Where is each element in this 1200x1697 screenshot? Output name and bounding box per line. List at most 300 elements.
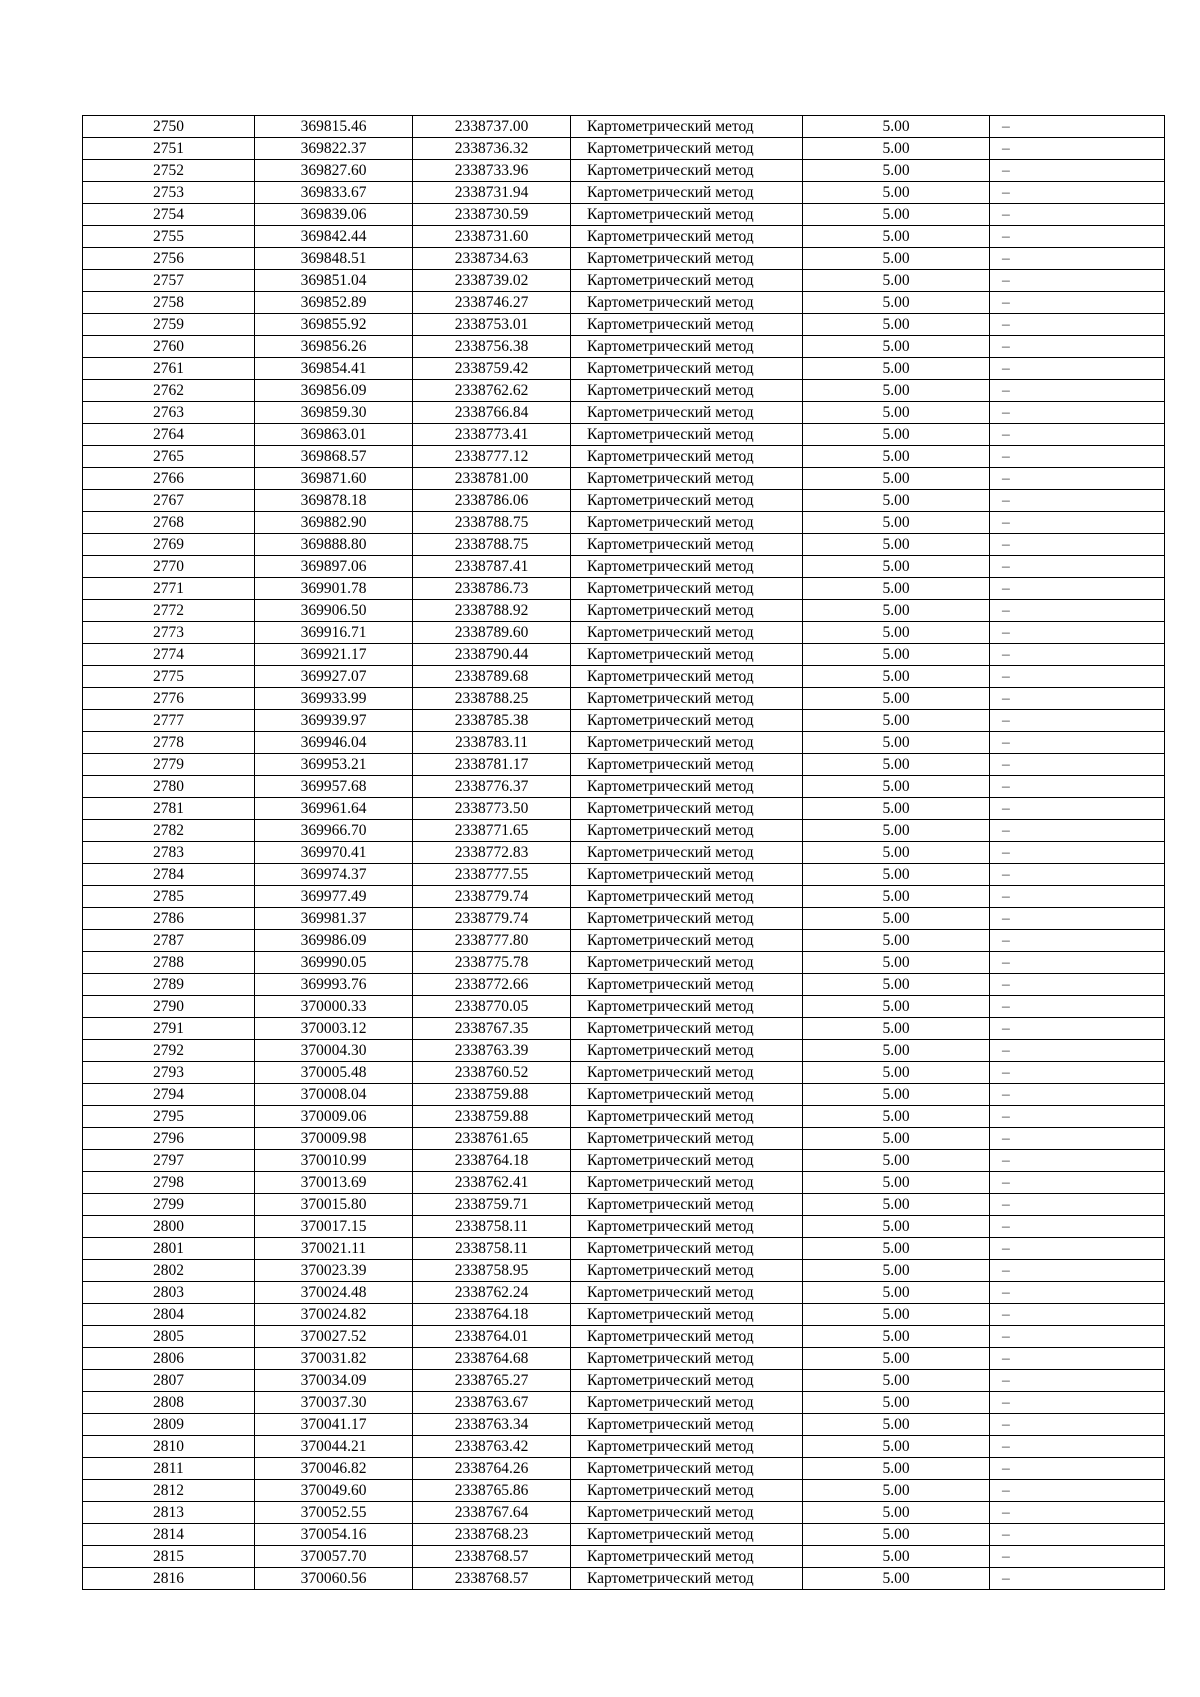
x-coordinate-cell: 370015.80 [255,1194,413,1216]
y-coordinate-cell: 2338783.11 [413,732,571,754]
table-row [83,1150,1165,1172]
point-number-cell: 2758 [83,292,255,314]
table-row [83,182,1165,204]
table-row [83,314,1165,336]
accuracy-cell: 5.00 [803,556,990,578]
table-row [83,666,1165,688]
y-coordinate-cell: 2338731.94 [413,182,571,204]
method-cell: Картометрический метод [571,1392,803,1414]
y-coordinate-cell: 2338763.67 [413,1392,571,1414]
point-number-cell: 2814 [83,1524,255,1546]
note-cell: – [990,248,1165,270]
point-number-cell: 2793 [83,1062,255,1084]
method-cell: Картометрический метод [571,666,803,688]
method-cell: Картометрический метод [571,710,803,732]
x-coordinate-cell: 369939.97 [255,710,413,732]
y-coordinate-cell: 2338763.34 [413,1414,571,1436]
accuracy-cell: 5.00 [803,710,990,732]
method-cell: Картометрический метод [571,1150,803,1172]
point-number-cell: 2805 [83,1326,255,1348]
accuracy-cell: 5.00 [803,424,990,446]
point-number-cell: 2806 [83,1348,255,1370]
note-cell: – [990,116,1165,138]
y-coordinate-cell: 2338773.41 [413,424,571,446]
y-coordinate-cell: 2338765.86 [413,1480,571,1502]
x-coordinate-cell: 370041.17 [255,1414,413,1436]
note-cell: – [990,644,1165,666]
x-coordinate-cell: 369868.57 [255,446,413,468]
y-coordinate-cell: 2338758.11 [413,1238,571,1260]
y-coordinate-cell: 2338763.39 [413,1040,571,1062]
point-number-cell: 2766 [83,468,255,490]
x-coordinate-cell: 370021.11 [255,1238,413,1260]
accuracy-cell: 5.00 [803,1502,990,1524]
table-row [83,446,1165,468]
point-number-cell: 2788 [83,952,255,974]
note-cell: – [990,754,1165,776]
x-coordinate-cell: 369827.60 [255,160,413,182]
x-coordinate-cell: 369966.70 [255,820,413,842]
point-number-cell: 2751 [83,138,255,160]
accuracy-cell: 5.00 [803,754,990,776]
point-number-cell: 2779 [83,754,255,776]
x-coordinate-cell: 369854.41 [255,358,413,380]
x-coordinate-cell: 369906.50 [255,600,413,622]
method-cell: Картометрический метод [571,908,803,930]
table-row [83,1546,1165,1568]
x-coordinate-cell: 369981.37 [255,908,413,930]
accuracy-cell: 5.00 [803,1216,990,1238]
method-cell: Картометрический метод [571,952,803,974]
method-cell: Картометрический метод [571,1414,803,1436]
table-row [83,864,1165,886]
note-cell: – [990,380,1165,402]
y-coordinate-cell: 2338768.57 [413,1546,571,1568]
accuracy-cell: 5.00 [803,1194,990,1216]
y-coordinate-cell: 2338770.05 [413,996,571,1018]
table-row [83,490,1165,512]
table-row [83,1018,1165,1040]
note-cell: – [990,358,1165,380]
note-cell: – [990,182,1165,204]
accuracy-cell: 5.00 [803,578,990,600]
note-cell: – [990,1568,1165,1590]
method-cell: Картометрический метод [571,996,803,1018]
note-cell: – [990,930,1165,952]
y-coordinate-cell: 2338768.57 [413,1568,571,1590]
x-coordinate-cell: 369815.46 [255,116,413,138]
x-coordinate-cell: 370024.48 [255,1282,413,1304]
accuracy-cell: 5.00 [803,336,990,358]
point-number-cell: 2809 [83,1414,255,1436]
point-number-cell: 2767 [83,490,255,512]
method-cell: Картометрический метод [571,160,803,182]
y-coordinate-cell: 2338788.75 [413,512,571,534]
table-row [83,534,1165,556]
table-row [83,776,1165,798]
table-row [83,1084,1165,1106]
accuracy-cell: 5.00 [803,1128,990,1150]
accuracy-cell: 5.00 [803,490,990,512]
table-row [83,622,1165,644]
y-coordinate-cell: 2338759.88 [413,1106,571,1128]
point-number-cell: 2804 [83,1304,255,1326]
accuracy-cell: 5.00 [803,952,990,974]
method-cell: Картометрический метод [571,402,803,424]
point-number-cell: 2795 [83,1106,255,1128]
method-cell: Картометрический метод [571,1326,803,1348]
accuracy-cell: 5.00 [803,446,990,468]
method-cell: Картометрический метод [571,886,803,908]
table-row [83,578,1165,600]
y-coordinate-cell: 2338788.25 [413,688,571,710]
point-number-cell: 2784 [83,864,255,886]
method-cell: Картометрический метод [571,930,803,952]
accuracy-cell: 5.00 [803,1524,990,1546]
method-cell: Картометрический метод [571,116,803,138]
x-coordinate-cell: 369974.37 [255,864,413,886]
method-cell: Картометрический метод [571,1502,803,1524]
note-cell: – [990,1304,1165,1326]
table-row [83,1480,1165,1502]
point-number-cell: 2773 [83,622,255,644]
point-number-cell: 2775 [83,666,255,688]
method-cell: Картометрический метод [571,644,803,666]
method-cell: Картометрический метод [571,974,803,996]
method-cell: Картометрический метод [571,600,803,622]
method-cell: Картометрический метод [571,1216,803,1238]
accuracy-cell: 5.00 [803,864,990,886]
note-cell: – [990,1414,1165,1436]
y-coordinate-cell: 2338761.65 [413,1128,571,1150]
y-coordinate-cell: 2338779.74 [413,886,571,908]
point-number-cell: 2753 [83,182,255,204]
note-cell: – [990,1348,1165,1370]
y-coordinate-cell: 2338786.06 [413,490,571,512]
accuracy-cell: 5.00 [803,160,990,182]
accuracy-cell: 5.00 [803,292,990,314]
x-coordinate-cell: 370034.09 [255,1370,413,1392]
point-number-cell: 2786 [83,908,255,930]
x-coordinate-cell: 369888.80 [255,534,413,556]
x-coordinate-cell: 370017.15 [255,1216,413,1238]
method-cell: Картометрический метод [571,226,803,248]
x-coordinate-cell: 369916.71 [255,622,413,644]
y-coordinate-cell: 2338763.42 [413,1436,571,1458]
note-cell: – [990,490,1165,512]
y-coordinate-cell: 2338758.11 [413,1216,571,1238]
note-cell: – [990,1106,1165,1128]
y-coordinate-cell: 2338771.65 [413,820,571,842]
method-cell: Картометрический метод [571,688,803,710]
y-coordinate-cell: 2338737.00 [413,116,571,138]
x-coordinate-cell: 369871.60 [255,468,413,490]
accuracy-cell: 5.00 [803,1282,990,1304]
point-number-cell: 2776 [83,688,255,710]
method-cell: Картометрический метод [571,556,803,578]
note-cell: – [990,688,1165,710]
y-coordinate-cell: 2338788.92 [413,600,571,622]
note-cell: – [990,908,1165,930]
table-row [83,1502,1165,1524]
table-row [83,952,1165,974]
y-coordinate-cell: 2338768.23 [413,1524,571,1546]
point-number-cell: 2794 [83,1084,255,1106]
table-row [83,1062,1165,1084]
accuracy-cell: 5.00 [803,688,990,710]
accuracy-cell: 5.00 [803,182,990,204]
method-cell: Картометрический метод [571,820,803,842]
note-cell: – [990,1480,1165,1502]
method-cell: Картометрический метод [571,1018,803,1040]
y-coordinate-cell: 2338753.01 [413,314,571,336]
table-row [83,336,1165,358]
accuracy-cell: 5.00 [803,820,990,842]
note-cell: – [990,996,1165,1018]
table-row [83,688,1165,710]
accuracy-cell: 5.00 [803,402,990,424]
accuracy-cell: 5.00 [803,886,990,908]
point-number-cell: 2801 [83,1238,255,1260]
method-cell: Картометрический метод [571,1062,803,1084]
y-coordinate-cell: 2338764.26 [413,1458,571,1480]
note-cell: – [990,820,1165,842]
point-number-cell: 2792 [83,1040,255,1062]
point-number-cell: 2789 [83,974,255,996]
y-coordinate-cell: 2338790.44 [413,644,571,666]
point-number-cell: 2778 [83,732,255,754]
table-row [83,1282,1165,1304]
y-coordinate-cell: 2338730.59 [413,204,571,226]
accuracy-cell: 5.00 [803,314,990,336]
note-cell: – [990,1546,1165,1568]
table-row [83,1304,1165,1326]
x-coordinate-cell: 369855.92 [255,314,413,336]
point-number-cell: 2757 [83,270,255,292]
point-number-cell: 2770 [83,556,255,578]
accuracy-cell: 5.00 [803,776,990,798]
point-number-cell: 2791 [83,1018,255,1040]
point-number-cell: 2796 [83,1128,255,1150]
table-row [83,1260,1165,1282]
method-cell: Картометрический метод [571,1458,803,1480]
table-row [83,600,1165,622]
accuracy-cell: 5.00 [803,622,990,644]
y-coordinate-cell: 2338766.84 [413,402,571,424]
table-row [83,1458,1165,1480]
accuracy-cell: 5.00 [803,996,990,1018]
method-cell: Картометрический метод [571,1436,803,1458]
point-number-cell: 2765 [83,446,255,468]
x-coordinate-cell: 370003.12 [255,1018,413,1040]
note-cell: – [990,974,1165,996]
table-row [83,270,1165,292]
y-coordinate-cell: 2338746.27 [413,292,571,314]
point-number-cell: 2760 [83,336,255,358]
x-coordinate-cell: 369901.78 [255,578,413,600]
x-coordinate-cell: 369856.26 [255,336,413,358]
accuracy-cell: 5.00 [803,1370,990,1392]
accuracy-cell: 5.00 [803,1084,990,1106]
x-coordinate-cell: 370044.21 [255,1436,413,1458]
note-cell: – [990,446,1165,468]
note-cell: – [990,1172,1165,1194]
accuracy-cell: 5.00 [803,1260,990,1282]
note-cell: – [990,336,1165,358]
note-cell: – [990,710,1165,732]
x-coordinate-cell: 369882.90 [255,512,413,534]
method-cell: Картометрический метод [571,1194,803,1216]
note-cell: – [990,1128,1165,1150]
point-number-cell: 2769 [83,534,255,556]
method-cell: Картометрический метод [571,1084,803,1106]
accuracy-cell: 5.00 [803,1480,990,1502]
method-cell: Картометрический метод [571,578,803,600]
accuracy-cell: 5.00 [803,1150,990,1172]
point-number-cell: 2754 [83,204,255,226]
point-number-cell: 2797 [83,1150,255,1172]
point-number-cell: 2762 [83,380,255,402]
document-page [82,115,1164,1590]
note-cell: – [990,600,1165,622]
table-row [83,204,1165,226]
y-coordinate-cell: 2338759.88 [413,1084,571,1106]
table-row [83,1568,1165,1590]
point-number-cell: 2807 [83,1370,255,1392]
x-coordinate-cell: 369851.04 [255,270,413,292]
y-coordinate-cell: 2338733.96 [413,160,571,182]
note-cell: – [990,1084,1165,1106]
table-row [83,710,1165,732]
point-number-cell: 2816 [83,1568,255,1590]
x-coordinate-cell: 370010.99 [255,1150,413,1172]
point-number-cell: 2780 [83,776,255,798]
x-coordinate-cell: 370000.33 [255,996,413,1018]
table-row [83,886,1165,908]
table-row [83,820,1165,842]
x-coordinate-cell: 370013.69 [255,1172,413,1194]
table-row [83,732,1165,754]
x-coordinate-cell: 370037.30 [255,1392,413,1414]
accuracy-cell: 5.00 [803,1238,990,1260]
x-coordinate-cell: 370046.82 [255,1458,413,1480]
y-coordinate-cell: 2338765.27 [413,1370,571,1392]
y-coordinate-cell: 2338762.24 [413,1282,571,1304]
x-coordinate-cell: 369961.64 [255,798,413,820]
x-coordinate-cell: 370049.60 [255,1480,413,1502]
table-row [83,1524,1165,1546]
table-row [83,1172,1165,1194]
point-number-cell: 2755 [83,226,255,248]
accuracy-cell: 5.00 [803,512,990,534]
method-cell: Картометрический метод [571,424,803,446]
point-number-cell: 2774 [83,644,255,666]
accuracy-cell: 5.00 [803,1106,990,1128]
note-cell: – [990,1326,1165,1348]
method-cell: Картометрический метод [571,358,803,380]
point-number-cell: 2782 [83,820,255,842]
y-coordinate-cell: 2338772.66 [413,974,571,996]
x-coordinate-cell: 369897.06 [255,556,413,578]
method-cell: Картометрический метод [571,336,803,358]
table-row [83,1326,1165,1348]
note-cell: – [990,1062,1165,1084]
table-row [83,226,1165,248]
point-number-cell: 2761 [83,358,255,380]
table-row [83,1238,1165,1260]
accuracy-cell: 5.00 [803,842,990,864]
x-coordinate-cell: 369986.09 [255,930,413,952]
point-number-cell: 2781 [83,798,255,820]
x-coordinate-cell: 369839.06 [255,204,413,226]
accuracy-cell: 5.00 [803,138,990,160]
table-row [83,908,1165,930]
accuracy-cell: 5.00 [803,908,990,930]
coordinates-table [82,115,1165,1590]
method-cell: Картометрический метод [571,1238,803,1260]
table-row [83,468,1165,490]
method-cell: Картометрический метод [571,248,803,270]
x-coordinate-cell: 370027.52 [255,1326,413,1348]
y-coordinate-cell: 2338789.60 [413,622,571,644]
point-number-cell: 2808 [83,1392,255,1414]
note-cell: – [990,1458,1165,1480]
accuracy-cell: 5.00 [803,1304,990,1326]
method-cell: Картометрический метод [571,182,803,204]
x-coordinate-cell: 370057.70 [255,1546,413,1568]
method-cell: Картометрический метод [571,380,803,402]
y-coordinate-cell: 2338734.63 [413,248,571,270]
x-coordinate-cell: 370005.48 [255,1062,413,1084]
table-row [83,292,1165,314]
y-coordinate-cell: 2338731.60 [413,226,571,248]
accuracy-cell: 5.00 [803,358,990,380]
y-coordinate-cell: 2338760.52 [413,1062,571,1084]
x-coordinate-cell: 370024.82 [255,1304,413,1326]
accuracy-cell: 5.00 [803,1018,990,1040]
method-cell: Картометрический метод [571,138,803,160]
note-cell: – [990,886,1165,908]
y-coordinate-cell: 2338739.02 [413,270,571,292]
x-coordinate-cell: 369990.05 [255,952,413,974]
table-row [83,1436,1165,1458]
accuracy-cell: 5.00 [803,1568,990,1590]
point-number-cell: 2759 [83,314,255,336]
accuracy-cell: 5.00 [803,1040,990,1062]
point-number-cell: 2772 [83,600,255,622]
x-coordinate-cell: 370004.30 [255,1040,413,1062]
point-number-cell: 2802 [83,1260,255,1282]
point-number-cell: 2815 [83,1546,255,1568]
x-coordinate-cell: 369921.17 [255,644,413,666]
point-number-cell: 2799 [83,1194,255,1216]
note-cell: – [990,160,1165,182]
accuracy-cell: 5.00 [803,1546,990,1568]
y-coordinate-cell: 2338759.71 [413,1194,571,1216]
method-cell: Картометрический метод [571,314,803,336]
table-row [83,1392,1165,1414]
accuracy-cell: 5.00 [803,732,990,754]
coordinates-table-body [83,116,1165,1590]
accuracy-cell: 5.00 [803,666,990,688]
y-coordinate-cell: 2338785.38 [413,710,571,732]
x-coordinate-cell: 369863.01 [255,424,413,446]
x-coordinate-cell: 370008.04 [255,1084,413,1106]
table-row [83,358,1165,380]
method-cell: Картометрический метод [571,1568,803,1590]
table-row [83,380,1165,402]
method-cell: Картометрический метод [571,732,803,754]
